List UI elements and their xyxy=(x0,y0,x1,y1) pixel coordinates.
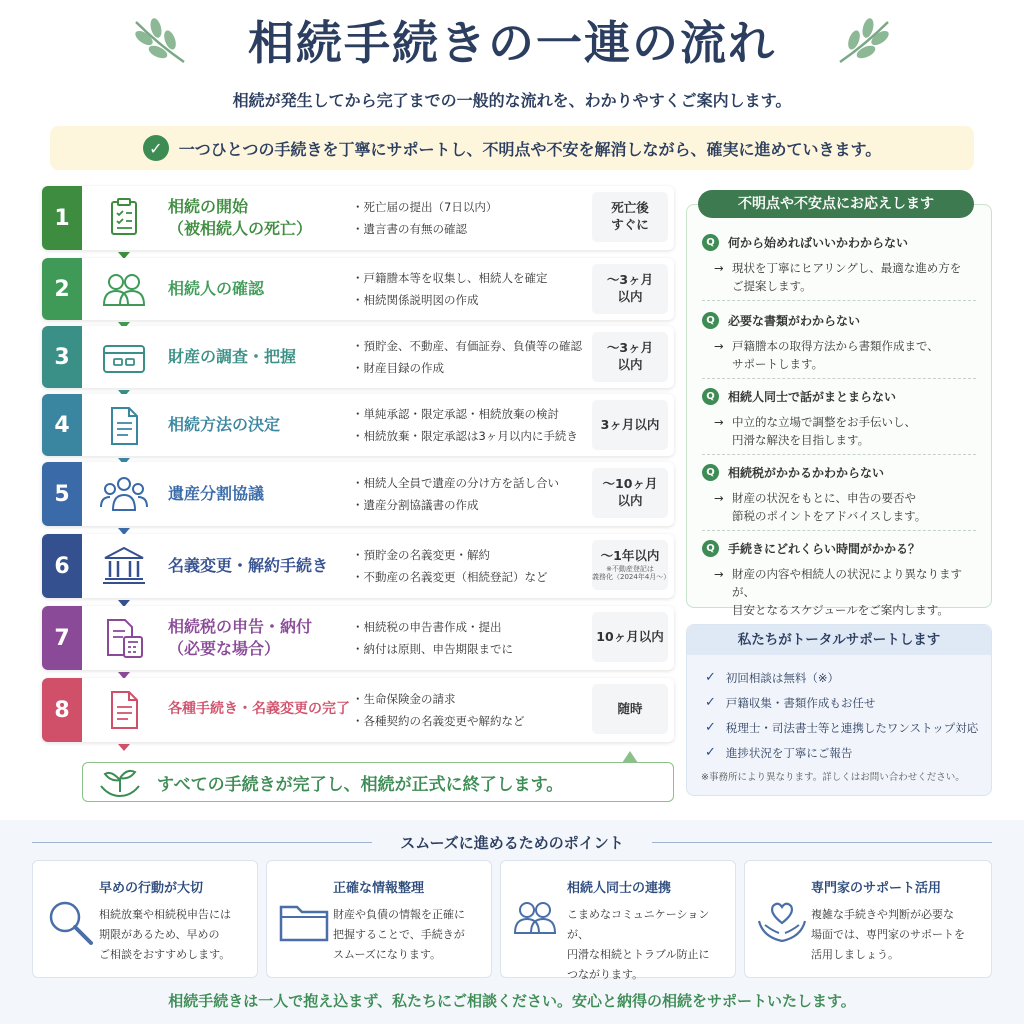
step-task: ・生命保険金の請求 xyxy=(352,692,456,706)
leaf-right-icon xyxy=(836,14,896,66)
step-task: ・相続関係説明図の作成 xyxy=(352,293,479,307)
step-period xyxy=(592,468,668,518)
step-title-line1: 相続方法の決定 xyxy=(168,414,281,434)
support-banner xyxy=(50,126,974,170)
step-6 xyxy=(42,534,674,598)
step-task: ・遺言書の有無の確認 xyxy=(352,222,467,236)
people-icon xyxy=(100,269,148,311)
step-title-line2: （被相続人の死亡） xyxy=(168,219,313,238)
point-title: 正確な情報整理 xyxy=(333,881,425,896)
faq-divider xyxy=(702,378,976,379)
step-period-line1: 3ヶ月以内 xyxy=(600,416,660,432)
faq-question: 手続きにどれくらい時間がかかる？ xyxy=(728,542,921,556)
step-number: 3 xyxy=(42,326,82,388)
faq-item xyxy=(702,234,976,295)
step-title-line1: 相続人の確認 xyxy=(168,278,265,298)
step-period-line1: 随時 xyxy=(617,700,643,716)
point-text: 財産や負債の情報を正確に 把握することで、手続きが スムーズになります。 xyxy=(333,908,465,961)
step-title-line1: 各種手続き・名義変更の完了 xyxy=(168,701,350,718)
q-badge-icon: Q xyxy=(702,388,719,405)
step-arrow-icon xyxy=(118,744,130,751)
magnifier-icon xyxy=(43,897,97,947)
step-period xyxy=(592,192,668,242)
faq-answer: 中立的な立場で調整をお手伝いし、 円滑な解決を目指します。 xyxy=(732,415,916,447)
arrow-right-icon: → xyxy=(714,261,724,275)
step-tasks xyxy=(352,258,592,320)
step-title xyxy=(168,258,350,320)
group-icon xyxy=(100,473,148,515)
step-period-line1: 〜3ヶ月 xyxy=(606,340,654,356)
checkmark-icon: ✓ xyxy=(705,720,716,735)
faq-title: 不明点や不安点にお応えします xyxy=(698,190,974,218)
faq-answer: 財産の状況をもとに、申告の要否や 節税のポイントをアドバイスします。 xyxy=(732,491,927,523)
step-title-line1: 相続の開始 xyxy=(168,196,249,216)
step-period xyxy=(592,612,668,662)
footer-message: 相続手続きは一人で抱え込まず、私たちにご相談ください。安心と納得の相続をサポートいたします。 xyxy=(168,992,856,1010)
step-period-line1: 死亡後 xyxy=(611,200,649,216)
step-period-note-line1: ※不動産登記は xyxy=(606,565,654,574)
arrow-right-icon: → xyxy=(714,567,724,581)
step-title xyxy=(168,326,350,388)
step-title xyxy=(168,534,350,598)
point-title: 相続人同士の連携 xyxy=(567,881,672,896)
step-period-line2: 以内 xyxy=(617,493,643,508)
point-card xyxy=(32,860,258,978)
step-tasks xyxy=(352,462,592,526)
step-task: ・戸籍謄本等を収集し、相続人を確定 xyxy=(352,271,548,285)
step-period-line1: 〜10ヶ月 xyxy=(602,476,658,492)
step-title-line1: 財産の調査・把握 xyxy=(168,346,297,366)
point-text: 相続放棄や相続税申告には 期限があるため、早めの ご相談をおすすめします。 xyxy=(99,908,231,961)
step-task: ・預貯金の名義変更・解約 xyxy=(352,548,490,562)
point-title: 専門家のサポート活用 xyxy=(811,881,942,896)
step-tasks xyxy=(352,326,592,388)
step-number: 2 xyxy=(42,258,82,320)
support-title: 私たちがトータルサポートします xyxy=(687,625,991,655)
document-icon xyxy=(100,405,148,447)
faq-question: 相続税がかかるかわからない xyxy=(728,466,885,480)
faq-item xyxy=(702,464,976,525)
step-4 xyxy=(42,394,674,456)
point-title: 早めの行動が大切 xyxy=(99,881,204,896)
step-period-note-line2: 義務化（2024年4月〜） xyxy=(592,573,671,582)
step-tasks xyxy=(352,606,592,670)
faq-answer: 財産の内容や相続人の状況により異なりますが、 目安となるスケジュールをご案内します。 xyxy=(732,567,962,617)
step-title xyxy=(168,678,350,742)
banner-text: 一つひとつの手続きを丁寧にサポートし、不明点や不安を解消しながら、確実に進めていきます。 xyxy=(178,139,882,159)
faq-divider xyxy=(702,530,976,531)
step-task: ・相続放棄・限定承認は3ヶ月以内に手続き xyxy=(352,429,578,443)
faq-question: 相続人同士で話がまとまらない xyxy=(728,390,897,404)
step-number: 6 xyxy=(42,534,82,598)
q-badge-icon: Q xyxy=(702,234,719,251)
step-period-line1: 10ヶ月以内 xyxy=(596,628,664,644)
step-period-line1: 〜1年以内 xyxy=(600,548,660,564)
q-badge-icon: Q xyxy=(702,540,719,557)
point-card xyxy=(266,860,492,978)
arrow-right-icon: → xyxy=(714,415,724,429)
step-tasks xyxy=(352,394,592,456)
faq-answer: 現状を丁寧にヒアリングし、最適な進め方を ご提案します。 xyxy=(732,261,962,293)
completion-text: すべての手続きが完了し、相続が正式に終了します。 xyxy=(157,774,564,795)
step-period xyxy=(592,684,668,734)
step-title-line1: 名義変更・解約手続き xyxy=(168,555,329,575)
step-title xyxy=(168,462,350,526)
step-period-line1: 〜3ヶ月 xyxy=(606,272,654,288)
points-title: スムーズに進めるためのポイント xyxy=(400,834,624,852)
step-tasks xyxy=(352,534,592,598)
bank-icon xyxy=(100,545,148,587)
clipboard-icon xyxy=(100,197,148,239)
step-tasks xyxy=(352,186,592,250)
point-card xyxy=(500,860,736,981)
step-title xyxy=(168,394,350,456)
step-task: ・各種契約の名義変更や解約など xyxy=(352,714,525,728)
step-task: ・財産目録の作成 xyxy=(352,361,444,375)
support-item: ✓ 進捗状況を丁寧にご報告 xyxy=(705,745,853,760)
step-title-line1: 相続税の申告・納付 xyxy=(168,616,313,636)
support-item: ✓ 初回相談は無料（※） xyxy=(705,670,840,685)
support-panel xyxy=(686,624,992,796)
faq-divider xyxy=(702,300,976,301)
point-text: こまめなコミュニケーションが、 円滑な相続とトラブル防止に つながります。 xyxy=(567,908,710,981)
tax-calc-icon xyxy=(100,617,148,659)
checkmark-icon: ✓ xyxy=(705,745,716,760)
check-circle-icon: ✓ xyxy=(143,135,169,161)
step-8 xyxy=(42,678,674,742)
step-task: ・遺産分割協議書の作成 xyxy=(352,498,479,512)
step-2 xyxy=(42,258,674,320)
step-task: ・相続人全員で遺産の分け方を話し合い xyxy=(352,476,559,490)
step-7 xyxy=(42,606,674,670)
people-icon xyxy=(511,897,565,947)
step-title-line1: 遺産分割協議 xyxy=(168,483,265,503)
step-task: ・預貯金、不動産、有価証券、負債等の確認 xyxy=(352,339,582,353)
step-period xyxy=(592,540,671,590)
subtitle: 相続が発生してから完了までの一般的な流れを、わかりやすくご案内します。 xyxy=(232,91,792,110)
faq-answer: 戸籍謄本の取得方法から書類作成まで、 サポートします。 xyxy=(732,339,939,371)
step-title-line2: （必要な場合） xyxy=(168,639,281,658)
faq-item xyxy=(702,388,976,449)
point-text: 複雑な手続きや判断が必要な 場面では、専門家のサポートを 活用しましょう。 xyxy=(811,908,965,961)
step-period-line2: 以内 xyxy=(617,289,643,304)
faq-divider xyxy=(702,454,976,455)
step-task: ・不動産の名義変更（相続登記）など xyxy=(352,570,548,584)
q-badge-icon: Q xyxy=(702,312,719,329)
faq-item xyxy=(702,312,976,373)
step-task: ・単純承認・限定承認・相続放棄の検討 xyxy=(352,407,559,421)
step-3 xyxy=(42,326,674,388)
step-number: 8 xyxy=(42,678,82,742)
step-period-line2: 以内 xyxy=(617,357,643,372)
support-note: ※事務所により異なります。詳しくはお問い合わせください。 xyxy=(701,772,965,783)
completion-banner xyxy=(82,762,674,802)
step-task: ・相続税の申告書作成・提出 xyxy=(352,620,502,634)
step-title xyxy=(168,186,350,250)
step-number: 5 xyxy=(42,462,82,526)
faq-item xyxy=(702,540,976,619)
arrow-right-icon: → xyxy=(714,339,724,353)
step-5 xyxy=(42,462,674,526)
step-number: 1 xyxy=(42,186,82,250)
folder-icon xyxy=(277,897,331,947)
step-period-line2: すぐに xyxy=(611,217,649,232)
step-task: ・死亡届の提出（7日以内） xyxy=(352,200,498,214)
faq-question: 何から始めればいいかわからない xyxy=(728,236,909,250)
step-tasks xyxy=(352,678,592,742)
step-number: 7 xyxy=(42,606,82,670)
q-badge-icon: Q xyxy=(702,464,719,481)
faq-question: 必要な書類がわからない xyxy=(728,314,861,328)
step-period xyxy=(592,332,668,382)
step-period xyxy=(592,264,668,314)
support-item: ✓ 税理士・司法書士等と連携したワンストップ対応 xyxy=(705,720,979,735)
support-item: ✓ 戸籍収集・書類作成もお任せ xyxy=(705,695,876,710)
sprout-hands-icon xyxy=(97,766,143,798)
document-icon xyxy=(100,689,148,731)
point-card xyxy=(744,860,992,978)
page-title: 相続手続きの一連の流れ xyxy=(248,16,776,70)
step-title xyxy=(168,606,350,670)
checkmark-icon: ✓ xyxy=(705,670,716,685)
step-period xyxy=(592,400,668,450)
step-number: 4 xyxy=(42,394,82,456)
checkmark-icon: ✓ xyxy=(705,695,716,710)
step-task: ・納付は原則、申告期限までに xyxy=(352,642,513,656)
arrow-right-icon: → xyxy=(714,491,724,505)
heart-hands-icon xyxy=(755,897,809,947)
card-icon xyxy=(100,337,148,379)
step-1 xyxy=(42,186,674,250)
